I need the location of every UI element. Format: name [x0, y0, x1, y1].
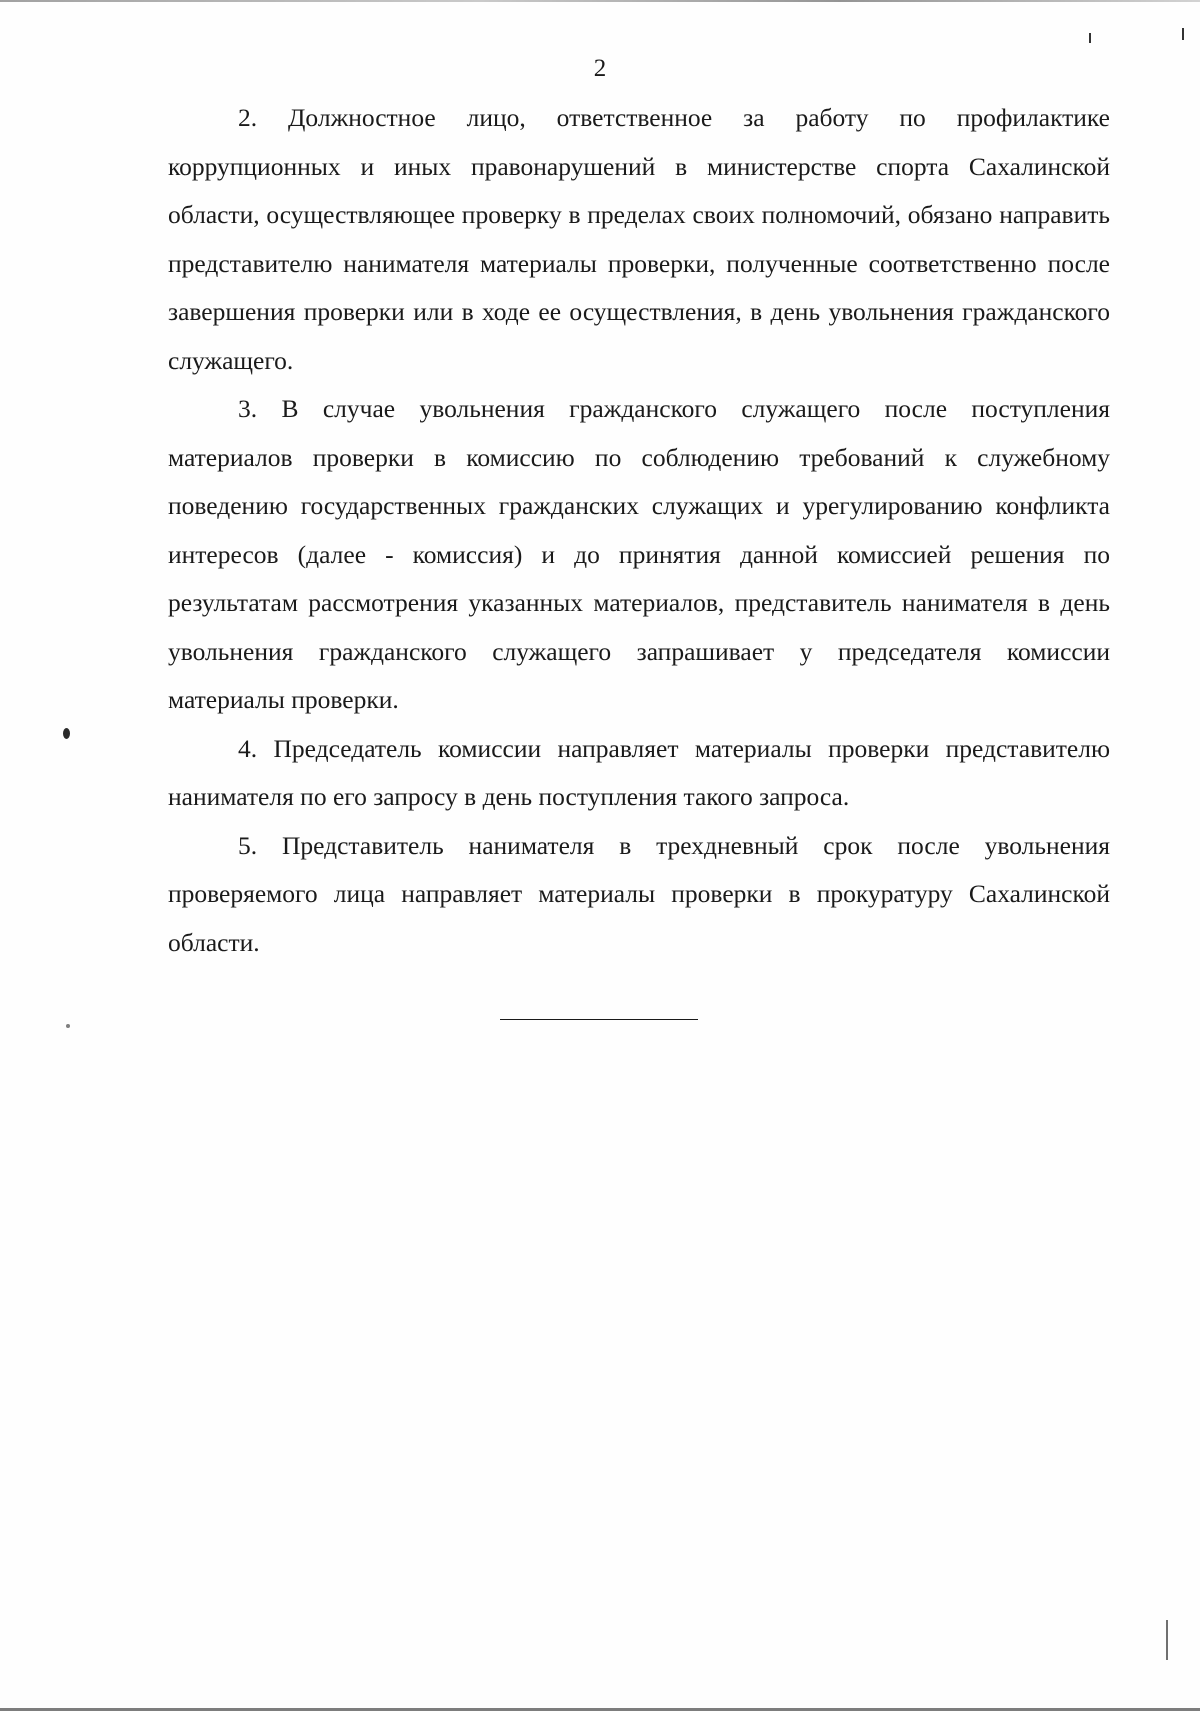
- scan-speck: [63, 728, 70, 739]
- scan-margin-mark: [1182, 28, 1184, 40]
- scan-margin-mark: [1089, 33, 1091, 43]
- end-separator-line: [500, 1019, 698, 1020]
- scan-margin-mark: [1166, 1620, 1168, 1660]
- document-body: [168, 94, 1110, 967]
- paragraph-3: 3. В случае увольнения гражданского служащего после поступления материалов проверки в комиссию по соблюдению требований к служебному поведению государственных гражданских служащих и урегулированию конфликта интересов (далее - комиссия) и до принятия данной комиссией решения по результатам рассмотрения указанных материалов, представитель нанимателя в день увольнения гражданского служащего запрашивает у председателя комиссии материалы проверки.: [168, 394, 1110, 714]
- paragraph-4: 4. Председатель комиссии направляет материалы проверки представителю нанимателя по его запросу в день поступления такого запроса.: [168, 733, 1110, 811]
- scan-edge-top: [0, 0, 1200, 2]
- scan-speck: [66, 1024, 70, 1028]
- paragraph-2: 2. Должностное лицо, ответственное за работу по профилактике коррупционных и иных правонарушений в министерстве спорта Сахалинской области, осуществляющее проверку в пределах своих полномочий, обязано направить представителю нанимателя материалы проверки, полученные соответственно после завершения проверки или в ходе ее осуществления, в день увольнения гражданского служащего.: [168, 103, 1110, 375]
- paragraph-5: 5. Представитель нанимателя в трехдневный срок после увольнения проверяемого лица направляет материалы проверки в прокуратуру Сахалинской области.: [168, 830, 1110, 957]
- page-number: 2: [593, 55, 607, 82]
